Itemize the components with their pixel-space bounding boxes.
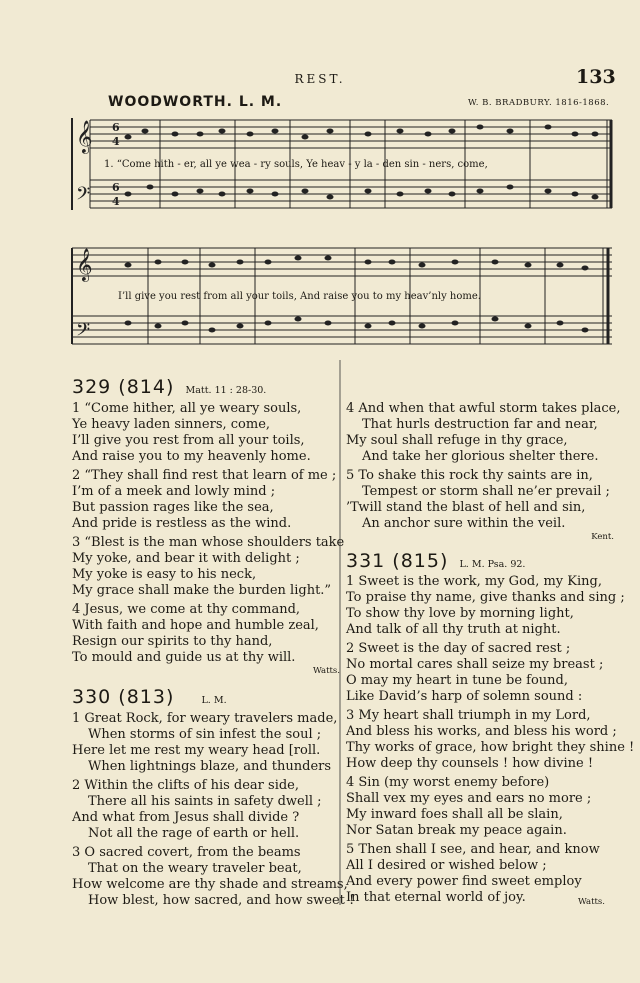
verse-line: And talk of all thy truth at night.	[346, 622, 561, 637]
verse-line: To show thy love by morning light,	[346, 606, 574, 621]
stanza	[346, 708, 635, 772]
tune-composer: W. B. BRADBURY. 1816-1868.	[468, 98, 610, 108]
stanza	[72, 778, 340, 842]
verse-line: How blest, how sacred, and how sweet !	[88, 893, 355, 908]
verse-line: 1 Great Rock, for weary travelers made,	[72, 711, 338, 726]
verse-line: How deep thy counsels ! how divine !	[346, 756, 594, 771]
svg-text:𝄢: 𝄢	[76, 320, 91, 345]
verse-line: All I desired or wished below ;	[346, 858, 547, 873]
verse-line: 3 My heart shall triumph in my Lord,	[346, 708, 591, 723]
verse-line: That on the weary traveler beat,	[88, 861, 302, 876]
verse-line: 2 “They shall find rest that learn of me ;	[72, 468, 337, 483]
verse-line: How welcome are thy shade and streams,	[72, 877, 348, 892]
verse-line: There all his saints in safety dwell ;	[88, 794, 322, 809]
verse-line: And bless his works, and bless his word ;	[346, 724, 617, 739]
verse-line: My yoke, and bear it with delight ;	[72, 551, 300, 566]
hymn-meta: L. M.	[201, 695, 227, 706]
verse-line: 2 Sweet is the day of sacred rest ;	[346, 641, 571, 656]
verse-line: I’ll give you rest from all your toils,	[72, 433, 305, 448]
stanza	[346, 468, 614, 532]
svg-text:6: 6	[112, 121, 120, 134]
verse-line: Ye heavy laden sinners, come,	[72, 417, 271, 432]
tune-name: WOODWORTH. L. M.	[108, 94, 283, 110]
verse-line: And every power find sweet employ	[346, 874, 582, 889]
verse-line: 2 Within the clifts of his dear side,	[72, 778, 300, 793]
verse-line: 4 Sin (my worst enemy before)	[346, 775, 550, 790]
stanza	[72, 602, 340, 666]
stanza	[72, 845, 355, 909]
stanza	[72, 535, 345, 599]
svg-text:𝄞: 𝄞	[76, 248, 93, 281]
hymn-meta: Matt. 11 : 28-30.	[185, 385, 267, 396]
verse-line: When storms of sin infest the soul ;	[88, 727, 322, 742]
verse-line: Shall vex my eyes and ears no more ;	[346, 791, 592, 806]
verse-line: Like David’s harp of solemn sound :	[346, 689, 583, 704]
hymn-329-text	[72, 401, 345, 676]
stanza	[346, 641, 614, 705]
verse-line: But passion rages like the sea,	[72, 500, 274, 515]
verse-line: 1 “Come hither, all ye weary souls,	[72, 401, 302, 416]
verse-line: No mortal cares shall seize my breast ;	[346, 657, 604, 672]
stanza	[346, 401, 621, 465]
verse-line: 3 “Blest is the man whose shoulders take	[72, 535, 345, 550]
verse-line: 3 O sacred covert, from the beams	[72, 845, 301, 860]
verse-line: My grace shall make the burden light.”	[72, 583, 332, 598]
verse-line: My soul shall refuge in thy grace,	[346, 433, 568, 448]
stanza	[72, 468, 340, 532]
tune-lyric-line-2: I’ll give you rest from all your toils, And raise you to my heav’nly home.	[118, 291, 481, 302]
verse-line: Thy works of grace, how bright they shine !	[346, 740, 635, 755]
verse-line: And what from Jesus shall divide ?	[72, 810, 300, 825]
verse-line: With faith and hope and humble zeal,	[72, 618, 319, 633]
author-credit: Kent.	[591, 532, 614, 542]
stanza	[346, 775, 614, 839]
svg-text:4: 4	[112, 135, 120, 148]
svg-text:𝄢: 𝄢	[76, 184, 91, 209]
verse-line: And take her glorious shelter there.	[362, 449, 599, 464]
verse-line: My yoke is easy to his neck,	[72, 567, 257, 582]
verse-line: In that eternal world of joy.	[346, 890, 526, 905]
stanza	[72, 711, 340, 775]
hymn-number: 329 (814)	[72, 376, 175, 398]
stanza	[346, 842, 614, 906]
page-number: 133	[576, 66, 616, 88]
hymn-330-heading	[72, 686, 227, 708]
hymn-number: 330 (813)	[72, 686, 175, 708]
verse-line: And raise you to my heavenly home.	[72, 449, 311, 464]
hymn-330-text-col2	[346, 401, 621, 542]
hymn-330-text-col1	[72, 711, 355, 909]
verse-line: 4 Jesus, we come at thy command,	[72, 602, 301, 617]
svg-text:𝄞: 𝄞	[76, 120, 93, 153]
hymn-329-heading	[72, 376, 266, 398]
svg-text:6: 6	[112, 181, 120, 194]
verse-line: Tempest or storm shall ne’er prevail ;	[362, 484, 610, 499]
verse-line: O may my heart in tune be found,	[346, 673, 568, 688]
author-credit: Watts.	[578, 897, 605, 907]
verse-line: 5 Then shall I see, and hear, and know	[346, 842, 600, 857]
verse-line: To mould and guide us at thy will.	[72, 650, 296, 665]
verse-line: An anchor sure within the veil.	[362, 516, 566, 531]
verse-line: I’m of a meek and lowly mind ;	[72, 484, 276, 499]
hymn-meta: L. M. Psa. 92.	[459, 559, 526, 570]
verse-line: 5 To shake this rock thy saints are in,	[346, 468, 593, 483]
verse-line: When lightnings blaze, and thunders	[88, 759, 332, 774]
hymn-331-text	[346, 574, 635, 906]
verse-line: To praise thy name, give thanks and sing ;	[346, 590, 625, 605]
svg-text:4: 4	[112, 195, 120, 208]
verse-line: My inward foes shall all be slain,	[346, 807, 563, 822]
tune-lyric-line-1: 1. “Come hith - er, all ye wea - ry souls, Ye heav - y la - den sin - ners, come,	[104, 159, 488, 170]
verse-line: Nor Satan break my peace again.	[346, 823, 567, 838]
verse-line: Here let me rest my weary head [roll.	[72, 743, 321, 758]
verse-line: Not all the rage of earth or hell.	[88, 826, 300, 841]
verse-line: And pride is restless as the wind.	[72, 516, 292, 531]
stanza	[72, 401, 340, 465]
verse-line: Resign our spirits to thy hand,	[72, 634, 273, 649]
hymn-331-heading	[346, 550, 525, 572]
running-title: REST.	[294, 72, 346, 86]
hymn-number: 331 (815)	[346, 550, 449, 572]
verse-line: ’Twill stand the blast of hell and sin,	[346, 500, 586, 515]
stanza	[346, 574, 625, 638]
verse-line: 4 And when that awful storm takes place,	[346, 401, 621, 416]
verse-line: That hurls destruction far and near,	[362, 417, 598, 432]
verse-line: 1 Sweet is the work, my God, my King,	[346, 574, 602, 589]
author-credit: Watts.	[313, 666, 340, 676]
